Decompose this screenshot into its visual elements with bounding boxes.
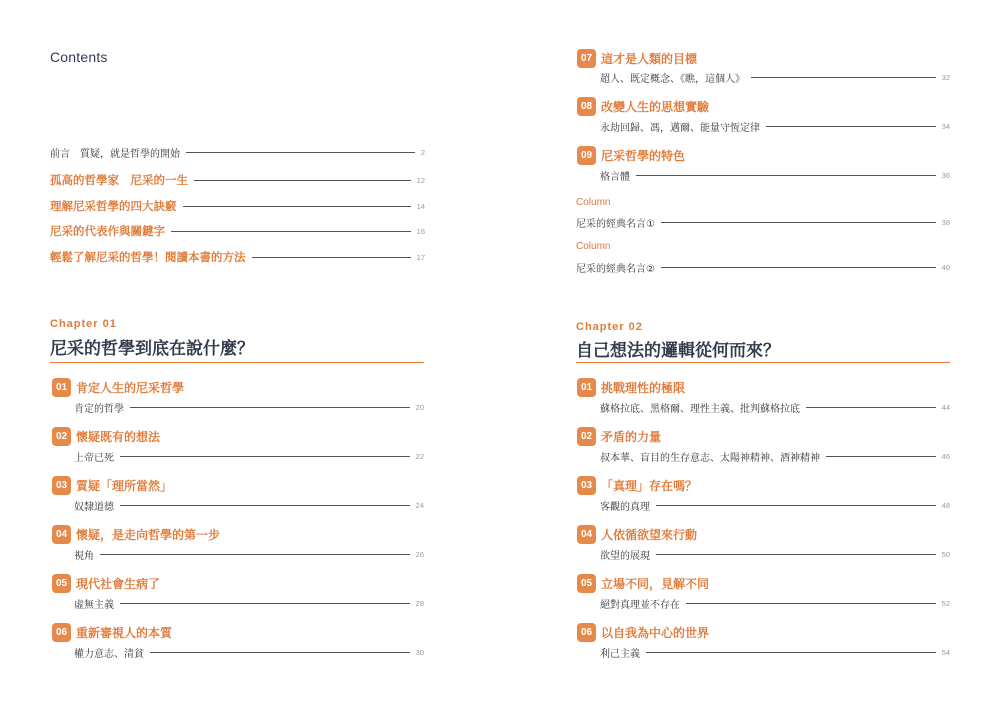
section-number-badge: 05 xyxy=(577,574,596,593)
section-title: 肯定人生的尼采哲學 xyxy=(76,380,185,395)
sub-item-label: 蘇格拉底、黑格爾、理性主義、批判蘇格拉底 xyxy=(600,403,800,415)
section-sub-item[interactable] xyxy=(600,546,950,562)
page-number: 24 xyxy=(415,500,424,510)
column-label: Column xyxy=(576,241,611,252)
sub-item-label: 格言體 xyxy=(600,171,630,183)
chapter-label: Chapter 02 xyxy=(576,321,643,333)
section-heading[interactable] xyxy=(577,145,685,165)
toc-item-label: 孤高的哲學家 尼采的一生 xyxy=(50,173,188,187)
section-title: 「真理」存在嗎？ xyxy=(601,478,698,493)
leader-line xyxy=(766,126,936,127)
section-sub-item[interactable] xyxy=(74,644,424,660)
section-heading[interactable] xyxy=(52,622,172,642)
page-number: 34 xyxy=(941,121,950,131)
section-number-badge: 01 xyxy=(577,378,596,397)
section-number-badge: 04 xyxy=(52,525,71,544)
section-sub-item[interactable] xyxy=(74,399,424,415)
page-number: 20 xyxy=(415,402,424,412)
chapter-divider xyxy=(576,362,950,363)
section-title: 質疑「理所當然」 xyxy=(76,478,173,493)
chapter-divider xyxy=(50,362,424,363)
section-number-badge: 03 xyxy=(52,476,71,495)
section-title: 矛盾的力量 xyxy=(601,429,662,444)
section-number-badge: 06 xyxy=(577,623,596,642)
page-number: 44 xyxy=(941,402,950,412)
toc-item-howto[interactable] xyxy=(50,249,425,265)
chapter-title: 自己想法的邏輯從何而來？ xyxy=(576,341,780,361)
leader-line xyxy=(186,152,415,153)
sub-item-label: 虛無主義 xyxy=(74,599,114,611)
section-number-badge: 04 xyxy=(577,525,596,544)
leader-line xyxy=(194,180,411,181)
toc-item-label: 輕鬆了解尼采的哲學！閱讀本書的方法 xyxy=(50,250,246,264)
toc-item-tips[interactable] xyxy=(50,198,425,214)
sub-item-label: 超人、既定概念、《瞧，這個人》 xyxy=(600,73,745,85)
toc-item-intro[interactable] xyxy=(50,144,425,160)
right-page xyxy=(500,0,1000,709)
section-title: 懷疑，是走向哲學的第一步 xyxy=(76,527,221,542)
toc-item-label: 前言 質疑，就是哲學的開始 xyxy=(50,148,180,160)
page-number: 28 xyxy=(415,598,424,608)
leader-line xyxy=(130,407,410,408)
page-number: 50 xyxy=(941,549,950,559)
leader-line xyxy=(686,603,936,604)
page-number: 32 xyxy=(941,72,950,82)
section-heading[interactable] xyxy=(52,524,220,544)
page-number: 46 xyxy=(941,451,950,461)
section-title: 懷疑既有的想法 xyxy=(76,429,161,444)
section-sub-item[interactable] xyxy=(74,595,424,611)
page-number: 30 xyxy=(415,647,424,657)
section-heading[interactable] xyxy=(52,573,160,593)
section-number-badge: 07 xyxy=(577,49,596,68)
toc-item-works[interactable] xyxy=(50,223,425,239)
leader-line xyxy=(826,456,936,457)
sub-item-label: 權力意志、清貧 xyxy=(74,648,144,660)
section-title: 人依循欲望來行動 xyxy=(601,527,698,542)
sub-item-label: 上帝已死 xyxy=(74,452,114,464)
page-number: 26 xyxy=(415,549,424,559)
contents-title: Contents xyxy=(50,49,108,65)
section-heading[interactable] xyxy=(577,377,685,397)
leader-line xyxy=(120,603,410,604)
section-number-badge: 05 xyxy=(52,574,71,593)
leader-line xyxy=(150,652,410,653)
page-number: 38 xyxy=(941,217,950,227)
column-item[interactable] xyxy=(576,259,950,275)
section-heading[interactable] xyxy=(52,377,184,397)
section-title: 重新審視人的本質 xyxy=(76,625,173,640)
page-number: 48 xyxy=(941,500,950,510)
sub-item-label: 絕對真理並不存在 xyxy=(600,599,680,611)
leader-line xyxy=(120,505,410,506)
section-sub-item[interactable] xyxy=(600,448,950,464)
leader-line xyxy=(120,456,410,457)
section-sub-item[interactable] xyxy=(600,595,950,611)
page-number: 22 xyxy=(415,451,424,461)
section-sub-item[interactable] xyxy=(74,448,424,464)
leader-line xyxy=(661,267,936,268)
page-number: 14 xyxy=(416,201,425,211)
section-title: 立場不同，見解不同 xyxy=(601,576,710,591)
leader-line xyxy=(656,554,936,555)
section-heading[interactable] xyxy=(577,475,697,495)
section-number-badge: 01 xyxy=(52,378,71,397)
leader-line xyxy=(183,206,411,207)
toc-item-label: 尼采的代表作與關鍵字 xyxy=(50,224,165,238)
section-number-badge: 09 xyxy=(577,146,596,165)
leader-line xyxy=(171,231,411,232)
section-sub-item[interactable] xyxy=(74,546,424,562)
section-number-badge: 08 xyxy=(577,97,596,116)
section-number-badge: 02 xyxy=(52,427,71,446)
section-heading[interactable] xyxy=(577,573,709,593)
section-title: 以自我為中心的世界 xyxy=(601,625,710,640)
section-title: 尼采哲學的特色 xyxy=(601,148,686,163)
section-heading[interactable] xyxy=(577,48,697,68)
section-heading[interactable] xyxy=(577,96,709,116)
chapter-title: 尼采的哲學到底在說什麼？ xyxy=(50,339,254,359)
column-item-label: 尼采的經典名言① xyxy=(576,218,655,230)
sub-item-label: 肯定的哲學 xyxy=(74,403,124,415)
section-heading[interactable] xyxy=(577,622,709,642)
section-heading[interactable] xyxy=(52,475,172,495)
leader-line xyxy=(656,505,936,506)
toc-item-life[interactable] xyxy=(50,172,425,188)
page-number: 54 xyxy=(941,647,950,657)
chapter-label: Chapter 01 xyxy=(50,318,117,330)
section-sub-item[interactable] xyxy=(600,118,950,134)
sub-item-label: 欲望的展現 xyxy=(600,550,650,562)
page-number: 12 xyxy=(416,175,425,185)
section-number-badge: 03 xyxy=(577,476,596,495)
section-sub-item[interactable] xyxy=(600,644,950,660)
page-number: 40 xyxy=(941,262,950,272)
page-number: 17 xyxy=(416,252,425,262)
column-item-label: 尼采的經典名言② xyxy=(576,263,655,275)
section-heading[interactable] xyxy=(52,426,160,446)
sub-item-label: 視角 xyxy=(74,550,94,562)
page-number: 16 xyxy=(416,226,425,236)
leader-line xyxy=(100,554,410,555)
leader-line xyxy=(751,77,936,78)
leader-line xyxy=(252,257,411,258)
leader-line xyxy=(646,652,936,653)
leader-line xyxy=(661,222,936,223)
section-title: 這才是人類的目標 xyxy=(601,51,698,66)
section-number-badge: 02 xyxy=(577,427,596,446)
section-sub-item[interactable] xyxy=(600,167,950,183)
sub-item-label: 永劫回歸、馮，邁爾、能量守恆定律 xyxy=(600,122,760,134)
column-item[interactable] xyxy=(576,214,950,230)
leader-line xyxy=(806,407,936,408)
toc-item-label: 理解尼采哲學的四大訣竅 xyxy=(50,199,177,213)
sub-item-label: 奴隸道德 xyxy=(74,501,114,513)
page-number: 52 xyxy=(941,598,950,608)
section-heading[interactable] xyxy=(577,524,697,544)
section-heading[interactable] xyxy=(577,426,661,446)
sub-item-label: 客觀的真理 xyxy=(600,501,650,513)
section-sub-item[interactable] xyxy=(600,399,950,415)
section-sub-item[interactable] xyxy=(74,497,424,513)
section-title: 現代社會生病了 xyxy=(76,576,161,591)
page-number: 36 xyxy=(941,170,950,180)
page-number: 2 xyxy=(420,147,425,157)
section-title: 改變人生的思想實驗 xyxy=(601,99,710,114)
section-sub-item[interactable] xyxy=(600,69,950,85)
section-title: 挑戰理性的極限 xyxy=(601,380,686,395)
section-sub-item[interactable] xyxy=(600,497,950,513)
sub-item-label: 叔本華、盲目的生存意志、太陽神精神、酒神精神 xyxy=(600,452,820,464)
column-label: Column xyxy=(576,197,611,208)
section-number-badge: 06 xyxy=(52,623,71,642)
sub-item-label: 利己主義 xyxy=(600,648,640,660)
leader-line xyxy=(636,175,936,176)
